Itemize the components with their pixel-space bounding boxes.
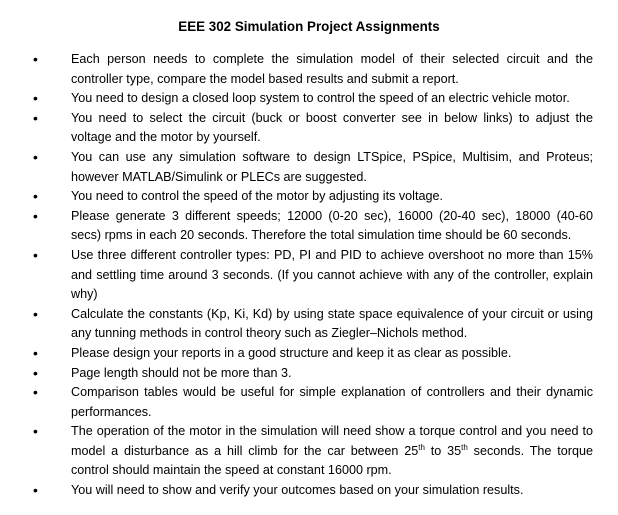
list-item bbox=[0, 383, 593, 422]
item-text: You need to select the circuit (buck or boost converter see in below links) to adjust the voltage and the motor by yourself. bbox=[71, 110, 593, 145]
list-item bbox=[0, 344, 593, 364]
bullet-icon: • bbox=[33, 364, 38, 381]
list-item bbox=[0, 50, 593, 89]
list-item bbox=[0, 364, 593, 384]
list-item bbox=[0, 207, 593, 246]
list-item bbox=[0, 481, 593, 501]
list-item bbox=[0, 246, 593, 305]
item-text-part: seconds. The torque control should maintain the speed at constant 16000 rpm. bbox=[71, 443, 593, 478]
list-item bbox=[0, 305, 593, 344]
bullet-icon: • bbox=[33, 423, 38, 440]
item-text-part: The operation of the motor in the simulation will need show a torque control and you need to model a disturbance as a hill climb for the car between 25 bbox=[71, 424, 593, 458]
item-text: Use three different controller types: PD, PI and PID to achieve overshoot no more than 15% and settling time around 3 seconds. (If you cannot achieve with any of the controller, explain why) bbox=[71, 247, 593, 302]
bullet-icon: • bbox=[33, 207, 38, 224]
list-item bbox=[0, 148, 593, 187]
item-text bbox=[71, 424, 593, 477]
superscript-ordinal: th bbox=[418, 442, 425, 452]
bullet-icon: • bbox=[33, 305, 38, 322]
bullet-icon: • bbox=[33, 90, 38, 107]
bullet-icon: • bbox=[33, 148, 38, 165]
bullet-icon: • bbox=[33, 51, 38, 67]
bullet-icon: • bbox=[33, 482, 38, 499]
item-text: Each person needs to complete the simulation model of their selected circuit and the controller type, compare the model based results and submit a report. bbox=[71, 52, 593, 86]
list-item bbox=[0, 422, 593, 481]
item-text-part: to 35 bbox=[424, 443, 462, 458]
item-text: Calculate the constants (Kp, Ki, Kd) by using state space equivalence of your circuit or using any tunning methods in control theory such as Ziegler–Nichols method. bbox=[71, 306, 593, 341]
item-text: You will need to show and verify your outcomes based on your simulation results. bbox=[71, 483, 524, 498]
item-text: Comparison tables would be useful for simple explanation of controllers and their dynamic performances. bbox=[71, 385, 593, 419]
bullet-icon: • bbox=[33, 246, 38, 263]
list-item bbox=[0, 109, 593, 148]
list-item bbox=[0, 187, 593, 207]
superscript-ordinal: th bbox=[461, 442, 468, 452]
bullet-icon: • bbox=[33, 188, 38, 205]
bullet-icon: • bbox=[33, 344, 38, 361]
document-title: EEE 302 Simulation Project Assignments bbox=[178, 19, 440, 34]
item-text: Please design your reports in a good structure and keep it as clear as possible. bbox=[71, 345, 512, 360]
bullet-icon: • bbox=[33, 384, 38, 401]
list-item bbox=[0, 89, 593, 109]
bullet-icon: • bbox=[33, 109, 38, 126]
item-text: You can use any simulation software to design LTSpice, PSpice, Multisim, and Proteus; however MATLAB/Simulink or PLECs are suggested. bbox=[71, 149, 593, 184]
item-text: Page length should not be more than 3. bbox=[71, 365, 292, 380]
item-text: You need to control the speed of the motor by adjusting its voltage. bbox=[71, 189, 443, 204]
item-text: You need to design a closed loop system to control the speed of an electric vehicle motor. bbox=[71, 91, 570, 106]
assignment-list bbox=[0, 50, 618, 501]
item-text: Please generate 3 different speeds; 12000 (0-20 sec), 16000 (20-40 sec), 18000 (40-60 secs) rpms in each 20 seconds. Therefore the total simulation time should be 60 seconds. bbox=[71, 208, 593, 243]
